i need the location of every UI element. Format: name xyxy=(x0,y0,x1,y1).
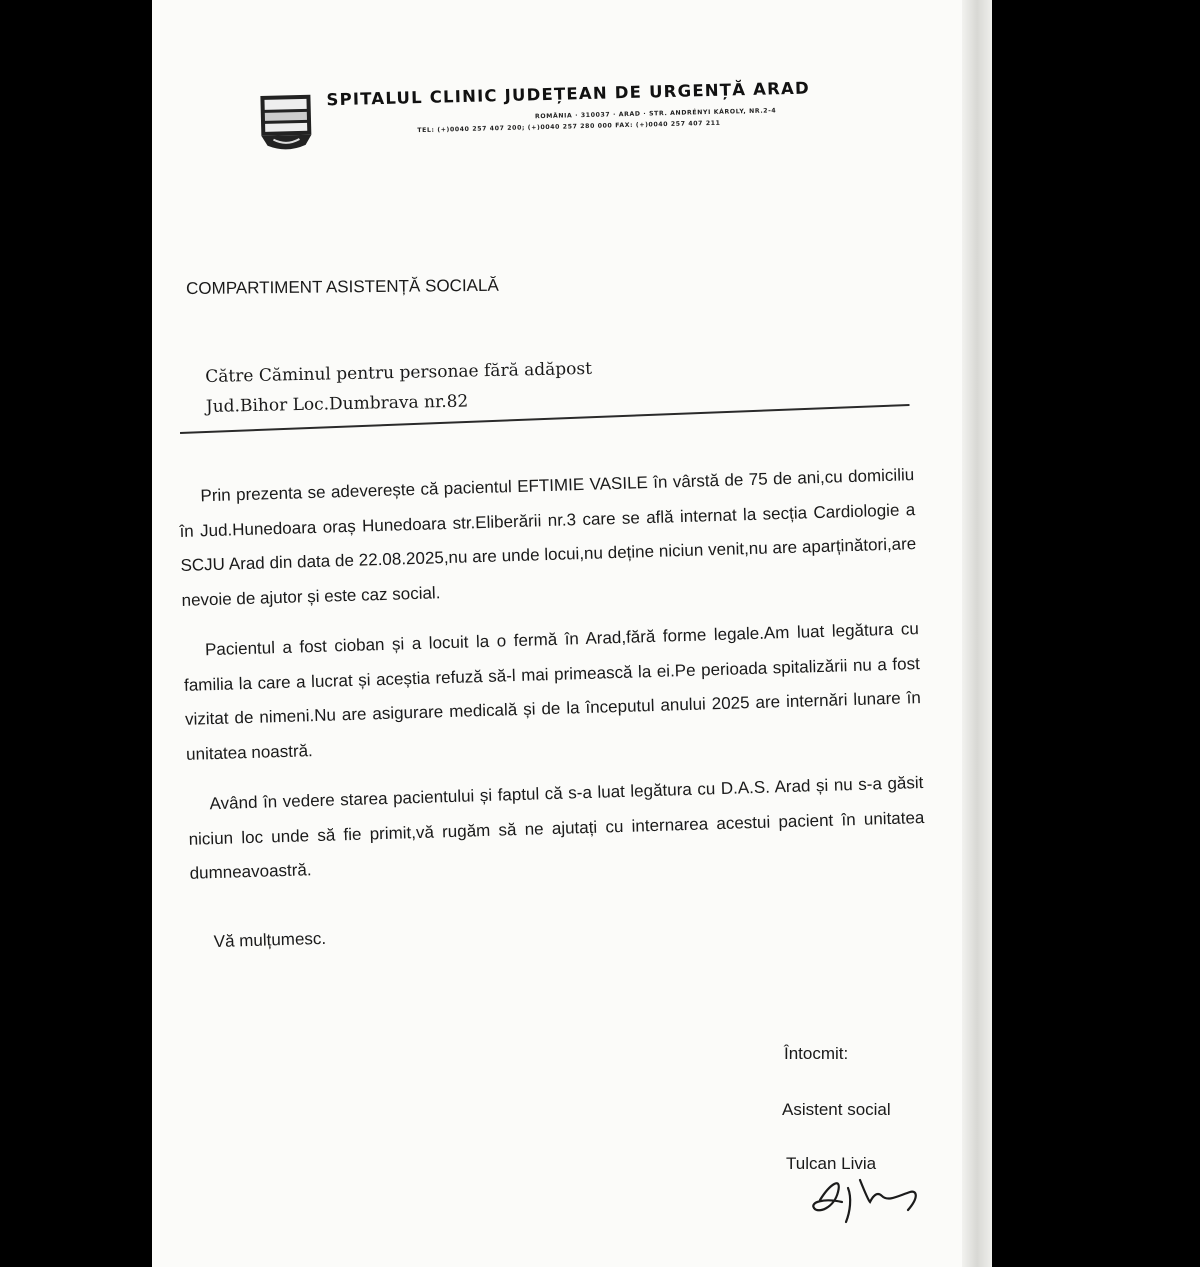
letter-body xyxy=(178,458,928,976)
hospital-address: ROMÂNIA · 310037 · ARAD · STR. ANDRÉNYI KÁROLY, NR.2-4 xyxy=(534,107,777,121)
closing-line: Vă mulțumesc. xyxy=(213,928,327,951)
signer-name: Tulcan Livia xyxy=(786,1154,877,1173)
hospital-contact: TEL: (+)0040 257 407 200; (+)0040 257 280 000 FAX: (+)0040 257 407 211 xyxy=(417,119,721,135)
recipient-line-2: Jud.Bihor Loc.Dumbrava nr.82 xyxy=(205,391,469,417)
department-title: COMPARTIMENT ASISTENȚĂ SOCIALĂ xyxy=(186,275,499,298)
body-paragraph-1: Prin prezenta se adeverește că pacientul EFTIMIE VASILE în vârstă de 75 de ani,cu domiciliu în Jud.Hunedoara oraș Hunedoara str.Eliberării nr.3 care se află internat la secția Cardiologie a SCJU Arad din data de 22.08.2025,nu are unde locui,nu deține niciun venit,nu are aparținători,are nevoie de ajutor și este caz social. xyxy=(179,465,917,610)
hospital-crest-icon xyxy=(258,93,313,152)
signer-role: Asistent social xyxy=(782,1100,891,1119)
prepared-by-label: Întocmit: xyxy=(784,1044,849,1063)
body-paragraph-2: Pacientul a fost cioban și a locuit la o fermă în Arad,fără forme legale.Am luat legătura cu familia la care a lucrat și aceștia refuză să-l mai primească la ei.Pe perioada spitalizării nu a fost vizitat de nimeni.Nu are asigurare medicală și de la începutul anului 2025 are internări lunare în unitatea noastră. xyxy=(183,619,922,764)
hospital-name: SPITALUL CLINIC JUDEȚEAN DE URGENȚĂ ARAD xyxy=(326,78,811,110)
page-edge-shadow xyxy=(962,0,992,1267)
letterhead xyxy=(258,66,840,160)
body-paragraph-3: Având în vedere starea pacientului și faptul că s-a luat legătura cu D.A.S. Arad și nu s-a găsit niciun loc unde să fie primit,vă rugăm să ne ajutați cu internarea acestui pacient în unitatea dumneavoastră. xyxy=(188,773,925,883)
recipient-block xyxy=(205,354,593,422)
handwritten-signature-icon xyxy=(808,1162,928,1232)
recipient-line-1: Către Căminul pentru personae fără adăpost xyxy=(205,358,593,387)
